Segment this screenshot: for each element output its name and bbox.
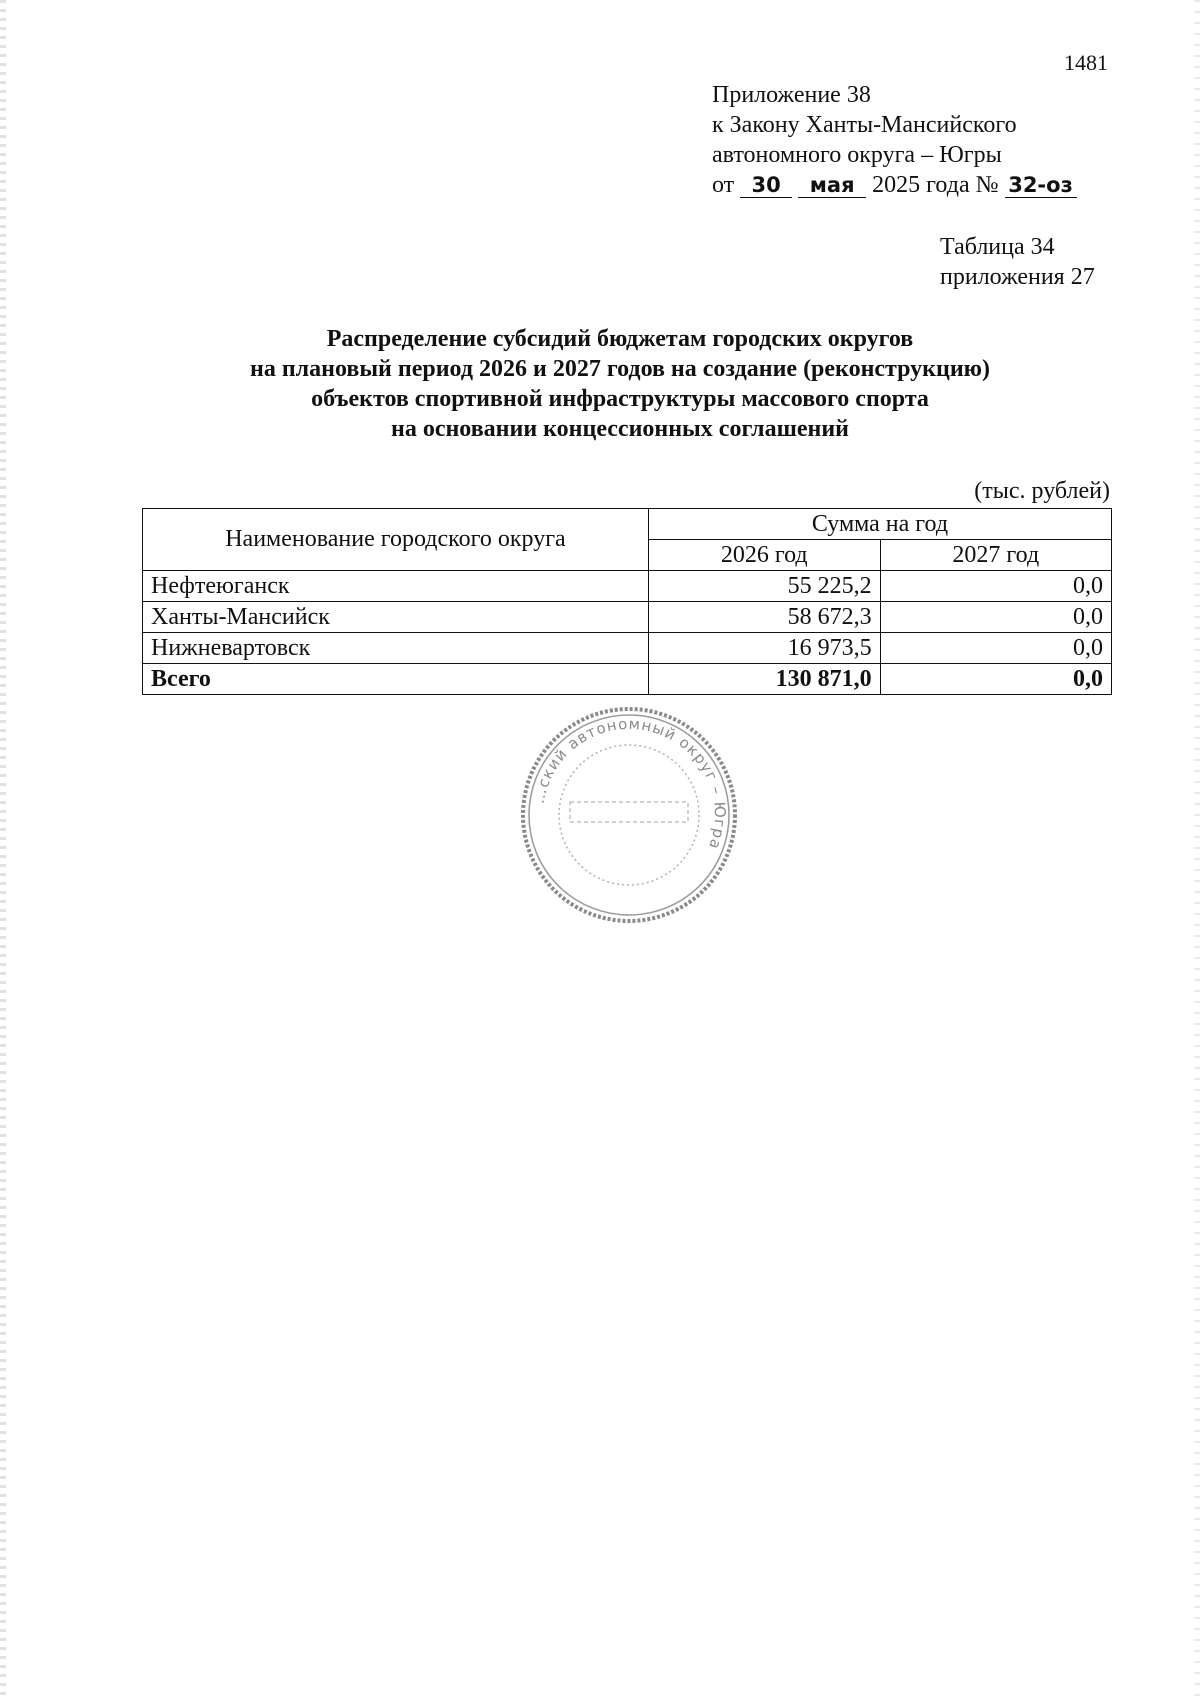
table-header-row <box>143 509 1112 540</box>
appendix-line-3: автономного округа – Югры <box>712 142 1002 168</box>
row-name: Нефтеюганск <box>143 571 649 602</box>
law-number: 32-оз <box>1005 173 1077 198</box>
table-row <box>143 571 1112 602</box>
units-label: (тыс. рублей) <box>974 478 1110 504</box>
total-value-2027: 0,0 <box>880 664 1111 695</box>
row-value-2026: 55 225,2 <box>648 571 880 602</box>
scan-edge-right <box>1194 0 1200 1698</box>
appendix-date-line <box>712 170 1077 200</box>
document-title <box>140 324 1100 444</box>
subsidy-table <box>142 508 1112 695</box>
header-sum-per-year: Сумма на год <box>648 509 1111 540</box>
date-day: 30 <box>740 173 792 198</box>
date-year: 2025 года № <box>872 172 999 198</box>
row-name: Ханты-Мансийск <box>143 602 649 633</box>
table-ref-line-2: приложения 27 <box>940 264 1095 290</box>
appendix-line-1: Приложение 38 <box>712 82 871 108</box>
row-value-2027: 0,0 <box>880 633 1111 664</box>
page-number: 1481 <box>1064 50 1108 75</box>
row-value-2027: 0,0 <box>880 571 1111 602</box>
appendix-block <box>712 80 1077 200</box>
table-row <box>143 602 1112 633</box>
row-value-2026: 16 973,5 <box>648 633 880 664</box>
total-label: Всего <box>143 664 649 695</box>
scan-edge-left <box>0 0 6 1698</box>
row-name: Нижневартовск <box>143 633 649 664</box>
title-line-1: Распределение субсидий бюджетам городских округов <box>326 326 914 352</box>
seal-outer-ring <box>523 709 735 921</box>
title-line-3: объектов спортивной инфраструктуры массового спорта <box>311 386 929 412</box>
table-row <box>143 633 1112 664</box>
date-month: мая <box>798 173 866 198</box>
title-line-4: на основании концессионных соглашений <box>391 416 849 442</box>
header-name: Наименование городского округа <box>143 509 649 571</box>
total-value-2026: 130 871,0 <box>648 664 880 695</box>
header-year-2027: 2027 год <box>880 540 1111 571</box>
row-value-2026: 58 672,3 <box>648 602 880 633</box>
seal-center-mark <box>570 802 688 822</box>
table-reference <box>940 232 1095 292</box>
header-year-2026: 2026 год <box>648 540 880 571</box>
title-line-2: на плановый период 2026 и 2027 годов на создание (реконструкцию) <box>250 356 990 382</box>
table-total-row <box>143 664 1112 695</box>
appendix-line-2: к Закону Ханты-Мансийского <box>712 112 1017 138</box>
row-value-2027: 0,0 <box>880 602 1111 633</box>
seal-ring-text: …ский автономный округ – Югра <box>529 714 730 853</box>
seal-center-ring <box>559 745 699 885</box>
official-seal <box>518 704 740 926</box>
table-ref-line-1: Таблица 34 <box>940 234 1055 260</box>
date-prefix: от <box>712 172 735 198</box>
